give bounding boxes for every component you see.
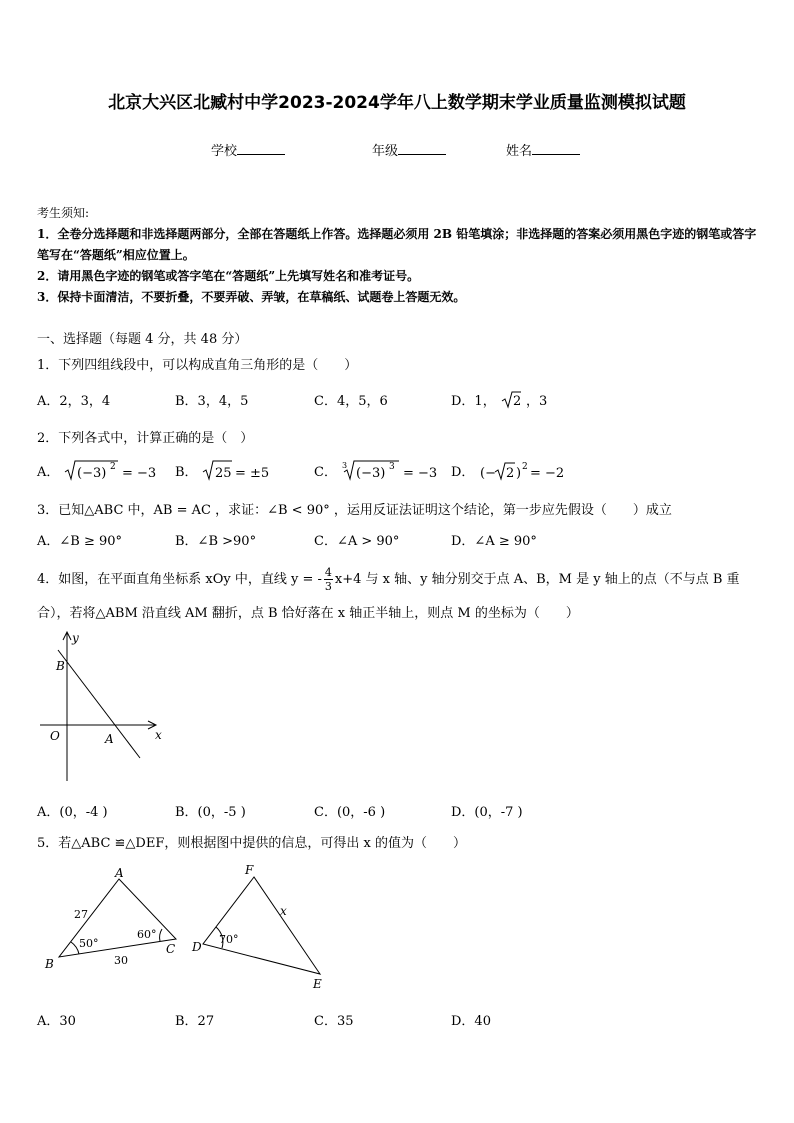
line-AB bbox=[58, 650, 140, 758]
q1-option-b[interactable]: B．3，4，5 bbox=[175, 394, 249, 409]
svg-text:2: 2 bbox=[521, 462, 528, 472]
svg-text:= −2: = −2 bbox=[529, 466, 564, 481]
q5-option-c[interactable]: C．35 bbox=[314, 1014, 354, 1029]
angle-B-arc bbox=[71, 942, 79, 954]
label-B: B bbox=[45, 957, 54, 971]
q3-option-b[interactable]: B．∠B >90° bbox=[175, 534, 257, 549]
svg-text:2: 2 bbox=[109, 462, 116, 472]
label-angle-C: 60° bbox=[137, 928, 157, 941]
page-title: 北京大兴区北臧村中学2023-2024学年八上数学期末学业质量监测模拟试题 bbox=[108, 93, 686, 113]
label-O: O bbox=[50, 729, 60, 743]
q2-option-a[interactable]: A． (−3) 2 = −3 bbox=[37, 458, 152, 484]
q3-option-c[interactable]: C．∠A > 90° bbox=[314, 534, 400, 549]
q2-c-expression bbox=[341, 458, 438, 484]
notice-item: 2．请用黑色字迹的钢笔或答字笔在“答题纸”上先填写姓名和准考证号。 bbox=[37, 269, 420, 283]
q2-option-b[interactable]: B． 25 = ±5 bbox=[175, 458, 274, 484]
label-y: y bbox=[72, 631, 79, 645]
q2-option-c[interactable]: C． 3 (−3) 3 = −3 bbox=[314, 458, 435, 484]
q2-option-d[interactable]: D． (− 2 ) 2 = −2 bbox=[451, 458, 589, 484]
label-D: D bbox=[192, 940, 202, 954]
label-side-AB: 27 bbox=[74, 908, 88, 921]
q2-b-expression bbox=[202, 458, 274, 484]
q1-stem: 1．下列四组线段中，可以构成直角三角形的是（ ） bbox=[37, 358, 358, 373]
label-x: x bbox=[155, 728, 162, 742]
q3-option-d[interactable]: D．∠A ≥ 90° bbox=[451, 534, 537, 549]
q4-fraction: $\frac{4}{3}$ bbox=[324, 566, 332, 593]
label-E: E bbox=[313, 977, 322, 991]
q2-d-expression bbox=[479, 458, 589, 484]
label-F: F bbox=[245, 863, 254, 877]
q2-stem: 2．下列各式中，计算正确的是（ ） bbox=[37, 431, 254, 446]
svg-text:): ) bbox=[515, 466, 521, 481]
angle-C-arc bbox=[160, 929, 162, 941]
triangle-DEF bbox=[203, 877, 320, 974]
label-C: C bbox=[166, 942, 176, 956]
q4-option-c[interactable]: C．(0，-6 ) bbox=[314, 805, 386, 820]
notice-heading: 考生须知: bbox=[37, 206, 90, 220]
q3-option-a[interactable]: A．∠B ≥ 90° bbox=[37, 534, 123, 549]
notice-item: 3．保持卡面清洁，不要折叠，不要弄破、弄皱，在草稿纸、试题卷上答题无效。 bbox=[37, 290, 466, 304]
q4-option-d[interactable]: D．(0，-7 ) bbox=[451, 805, 523, 820]
q4-stem: 4．如图，在平面直角坐标系 xOy 中，直线 y = - $\frac{4}{3}$ x+4 与 x 轴、y 轴分别交于点 A、B，M 是 y 轴上的点（不与点 B 重 bbox=[37, 566, 740, 593]
section-heading: 一、选择题（每题 4 分，共 48 分） bbox=[37, 332, 248, 347]
field-name[interactable]: 姓名 bbox=[506, 140, 580, 159]
q5-stem: 5．若△ABC ≌△DEF，则根据图中提供的信息，可得出 x 的值为（ ） bbox=[37, 836, 466, 851]
label-side-FE: x bbox=[280, 904, 287, 918]
label-A: A bbox=[115, 866, 124, 880]
q4-option-b[interactable]: B．(0，-5 ) bbox=[175, 805, 246, 820]
svg-text:= −3: = −3 bbox=[121, 466, 156, 481]
radicand: 2 bbox=[512, 394, 522, 409]
q1-option-d[interactable]: D．1， 2 ，3 bbox=[451, 390, 547, 410]
label-side-BC: 30 bbox=[114, 954, 128, 967]
q5-option-a[interactable]: A．30 bbox=[37, 1014, 76, 1029]
svg-text:3: 3 bbox=[342, 461, 348, 470]
label-B: B bbox=[56, 659, 65, 673]
field-grade[interactable]: 年级 bbox=[372, 140, 446, 159]
q1-option-a[interactable]: A．2，3，4 bbox=[37, 394, 111, 409]
field-school[interactable]: 学校 bbox=[211, 140, 285, 159]
svg-text:(−3): (−3) bbox=[76, 466, 106, 481]
q5-option-d[interactable]: D．40 bbox=[451, 1014, 491, 1029]
q4-figure bbox=[30, 628, 180, 788]
svg-text:= −3: = −3 bbox=[403, 466, 438, 481]
q2-a-expression bbox=[64, 458, 156, 484]
notice-item: 1．全卷分选择题和非选择题两部分，全部在答题纸上作答。选择题必须用 2B 铅笔填涂；非选择题的答案必须用黑色字迹的钢笔或答字笔写在“答题纸”相应位置上。 bbox=[37, 227, 757, 262]
svg-text:3: 3 bbox=[389, 462, 395, 472]
q4-option-a[interactable]: A．(0，-4 ) bbox=[37, 805, 108, 820]
q5-figure bbox=[38, 862, 338, 992]
exam-notice bbox=[37, 203, 759, 308]
svg-text:(−3): (−3) bbox=[356, 466, 386, 481]
svg-text:2: 2 bbox=[505, 466, 514, 481]
q1-option-c[interactable]: C．4，5，6 bbox=[314, 394, 388, 409]
sqrt-symbol bbox=[500, 390, 522, 410]
svg-text:= ±5: = ±5 bbox=[234, 466, 269, 481]
q4-stem-cont: 合），若将△ABM 沿直线 AM 翻折，点 B 恰好落在 x 轴正半轴上，则点 M 的坐标为（ ） bbox=[37, 606, 579, 621]
q3-stem: 3．已知△ABC 中，AB = AC ，求证：∠B < 90° ，运用反证法证明这个结论，第一步应先假设（ ）成立 bbox=[37, 503, 672, 518]
svg-text:(−: (− bbox=[479, 466, 496, 481]
label-angle-D: 70° bbox=[219, 933, 239, 946]
q5-option-b[interactable]: B．27 bbox=[175, 1014, 215, 1029]
label-A: A bbox=[105, 732, 114, 746]
label-angle-B: 50° bbox=[79, 937, 99, 950]
svg-text:25: 25 bbox=[214, 466, 232, 481]
